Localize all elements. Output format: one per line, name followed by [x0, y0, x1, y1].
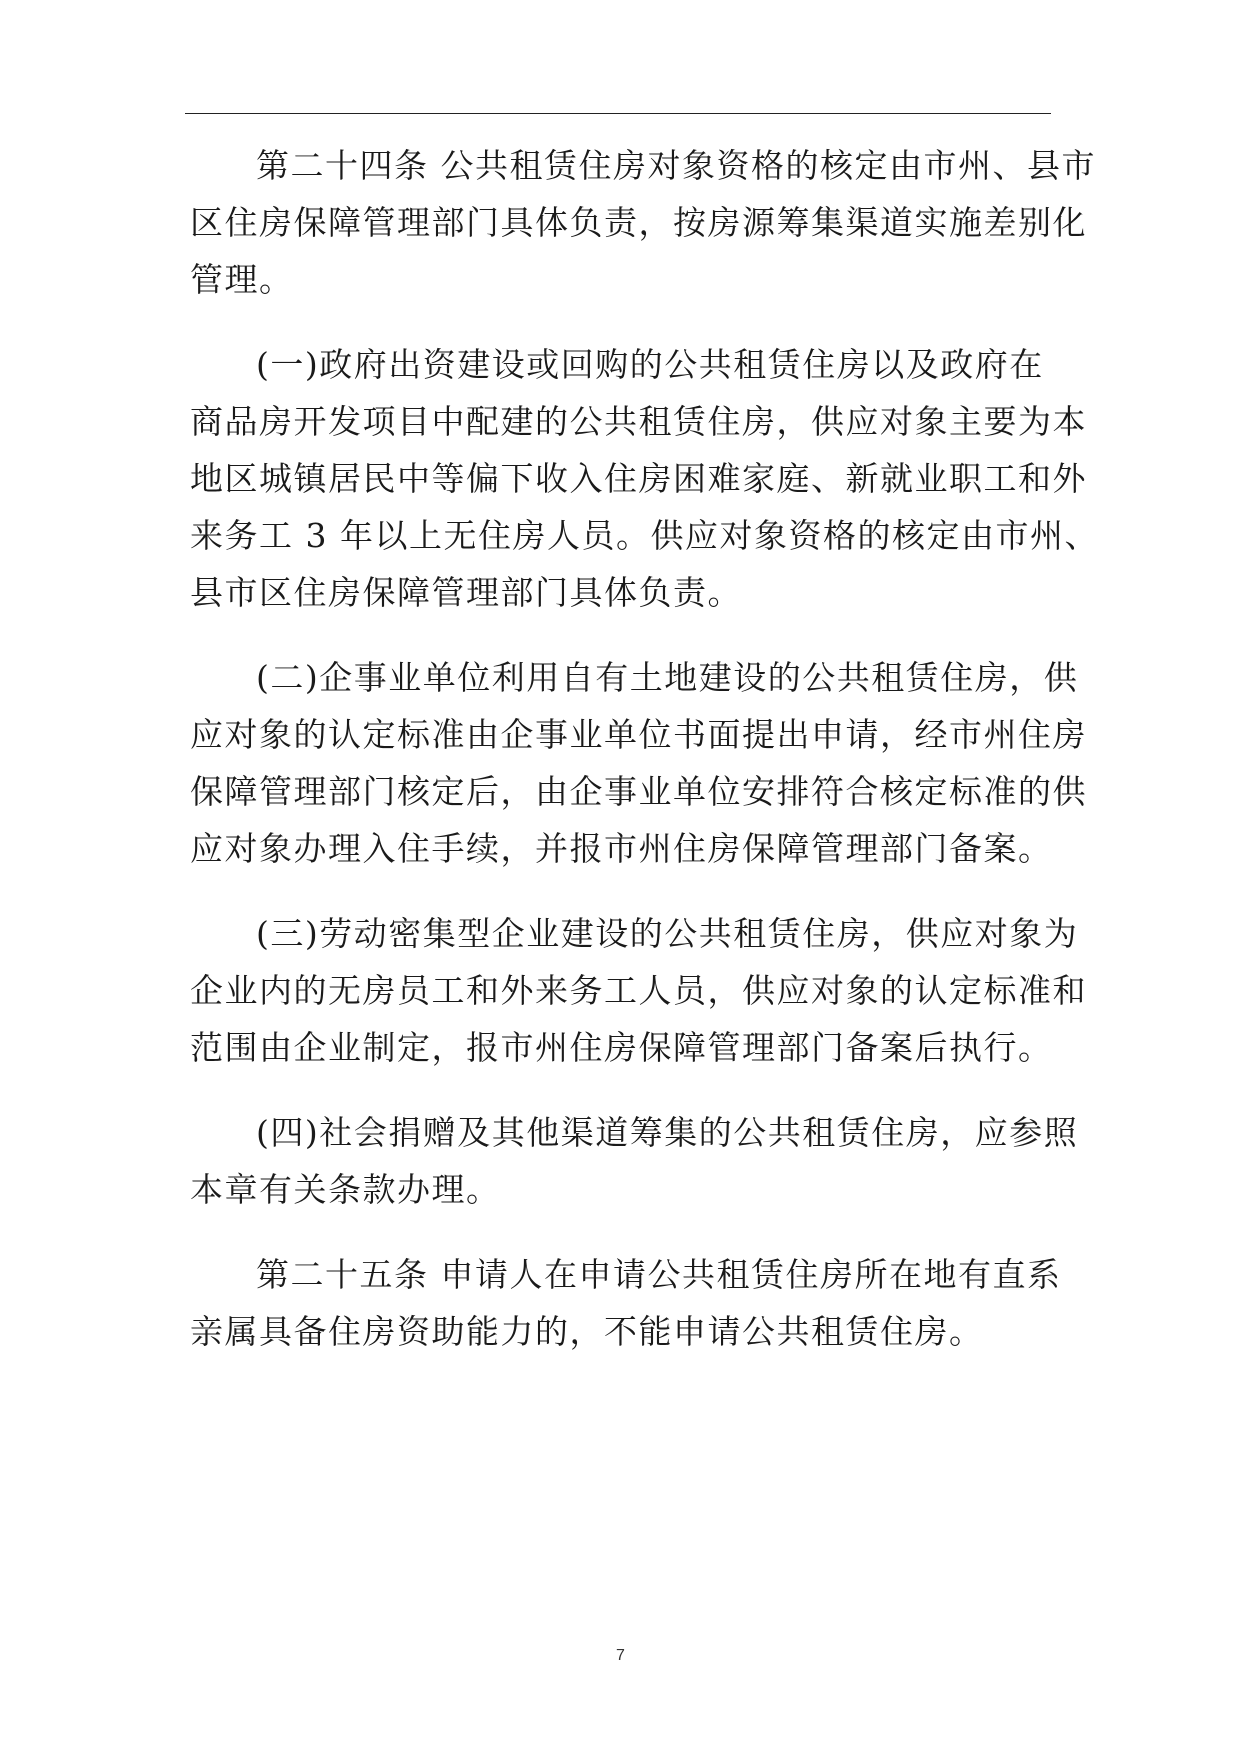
text-line: 本章有关条款办理。: [190, 1170, 501, 1209]
text-line: (一)政府出资建设或回购的公共租赁住房以及政府在: [256, 345, 1044, 384]
text-line: 来务工 3 年以上无住房人员。供应对象资格的核定由市州、: [190, 516, 1099, 555]
text-line: 企业内的无房员工和外来务工人员，供应对象的认定标准和: [190, 971, 1087, 1010]
header-rule: [185, 113, 1051, 114]
text-line: 范围由企业制定，报市州住房保障管理部门备案后执行。: [190, 1028, 1053, 1067]
text-line: 应对象办理入住手续，并报市州住房保障管理部门备案。: [190, 829, 1053, 868]
text-line: 应对象的认定标准由企事业单位书面提出申请，经市州住房: [190, 715, 1087, 754]
text-line: 亲属具备住房资助能力的，不能申请公共租赁住房。: [190, 1312, 984, 1351]
text-line: 地区城镇居民中等偏下收入住房困难家庭、新就业职工和外: [190, 459, 1087, 498]
text-line: (二)企事业单位利用自有土地建设的公共租赁住房，供: [256, 658, 1079, 697]
text-line: 第二十四条 公共租赁住房对象资格的核定由市州、县市: [256, 146, 1096, 185]
text-line: (三)劳动密集型企业建设的公共租赁住房，供应对象为: [256, 914, 1079, 953]
text-line: 管理。: [190, 260, 294, 299]
text-line: 区住房保障管理部门具体负责，按房源筹集渠道实施差别化: [190, 203, 1087, 242]
text-line: 保障管理部门核定后，由企事业单位安排符合核定标准的供: [190, 772, 1087, 811]
text-line: 第二十五条 申请人在申请公共租赁住房所在地有直系: [256, 1255, 1062, 1294]
text-line: 县市区住房保障管理部门具体负责。: [190, 573, 742, 612]
page-number: 7: [616, 1647, 625, 1664]
text-line: 商品房开发项目中配建的公共租赁住房，供应对象主要为本: [190, 402, 1087, 441]
text-line: (四)社会捐赠及其他渠道筹集的公共租赁住房，应参照: [256, 1113, 1079, 1152]
